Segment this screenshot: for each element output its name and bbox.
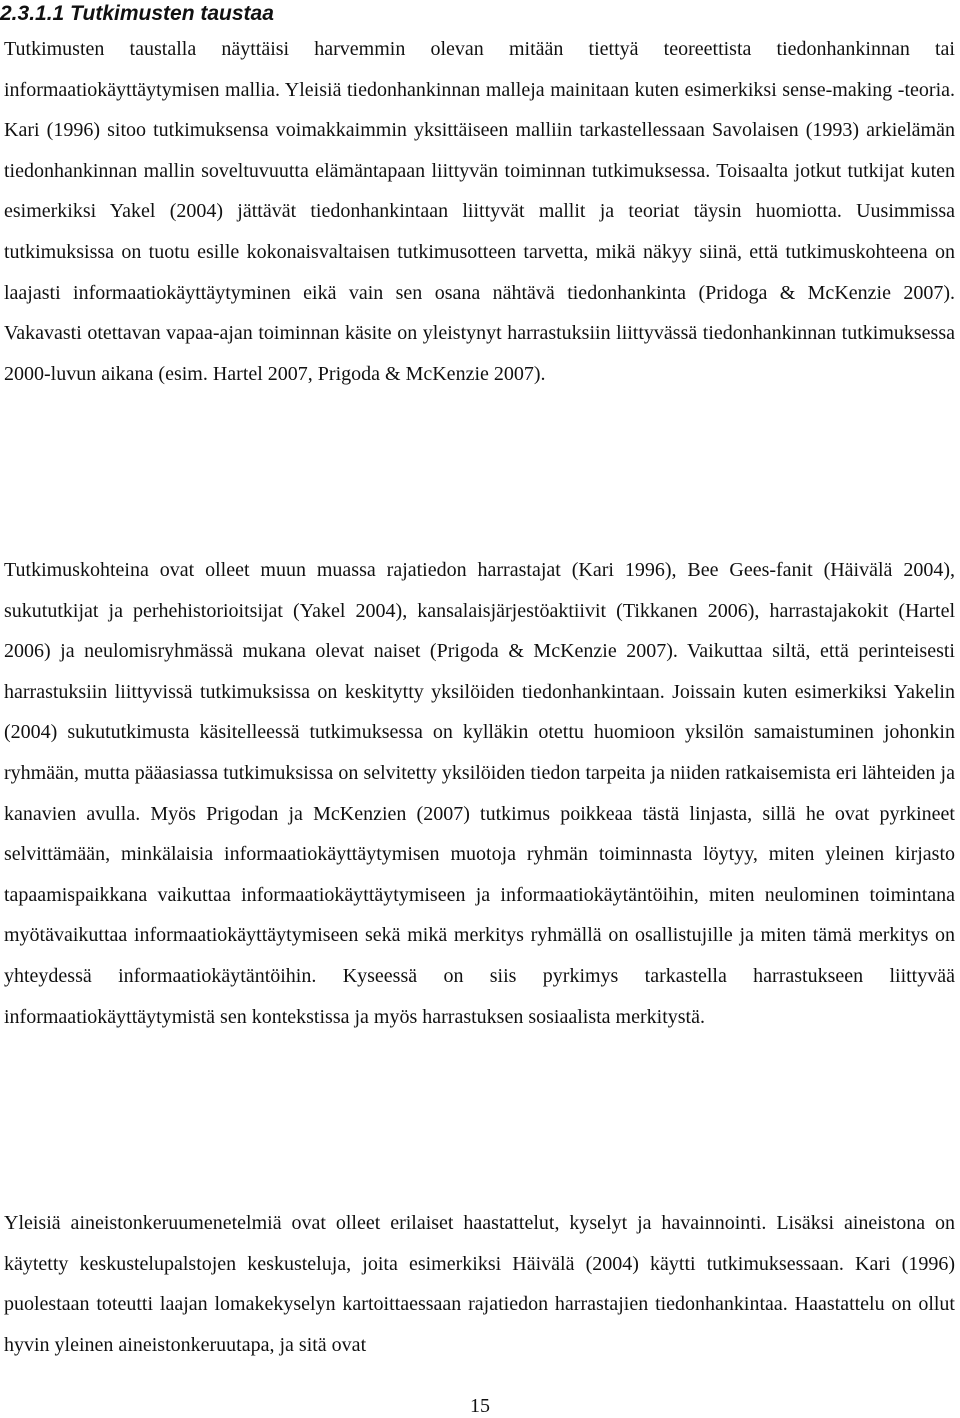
body-paragraph-3: Yleisiä aineistonkeruumenetelmiä ovat olleet erilaiset haastattelut, kyselyt ja havainnointi. Lisäksi aineistona on käytetty keskustelupalstojen keskusteluja, joita esimerkiksi Häivälä (2004) käytti tutkimuksessaan. Kari (1996) puolestaan toteutti laajan lomakekyselyn kartoittaessaan rajatiedon harrastajien tiedonhankintaa. Haastattelu on ollut hyvin yleinen aineistonkeruutapa, ja sitä ovat <box>4 1212 955 1356</box>
page-number: 15 <box>470 1395 490 1417</box>
section-heading: 2.3.1.1 Tutkimusten taustaa <box>0 2 274 25</box>
body-paragraph-1: Tutkimusten taustalla näyttäisi harvemmin olevan mitään tiettyä teoreettista tiedonhankinnan tai informaatiokäyttäytymisen mallia. Yleisiä tiedonhankinnan malleja mainitaan kuten esimerkiksi sense-making -teoria. Kari (1996) sitoo tutkimuksensa voimakkaimmin yksittäiseen malliin tarkastellessaan Savolaisen (1993) arkielämän tiedonhankinnan mallin soveltuvuutta elämäntapaan liittyvän toiminnan tutkimuksessa. Toisaalta jotkut tutkijat kuten esimerkiksi Yakel (2004) jättävät tiedonhankintaan liittyvät mallit ja teoriat täysin huomiotta. Uusimmissa tutkimuksissa on tuotu esille kokonaisvaltaisen tutkimusotteen tarvetta, mikä näkyy siinä, että tutkimuskohteena on laajasti informaatiokäyttäytyminen eikä vain sen osana nähtävä tiedonhankinta (Pridoga & McKenzie 2007). Vakavasti otettavan vapaa-ajan toiminnan käsite on yleistynyt harrastuksiin liittyvässä tiedonhankinnan tutkimuksessa 2000-luvun aikana (esim. Hartel 2007, Prigoda & McKenzie 2007). <box>4 38 955 385</box>
body-paragraph-2: Tutkimuskohteina ovat olleet muun muassa rajatiedon harrastajat (Kari 1996), Bee Gees-fanit (Häivälä 2004), sukututkijat ja perhehistorioitsijat (Yakel 2004), kansalaisjärjestöaktiivit (Tikkanen 2006), harrastajakokit (Hartel 2006) ja neulomisryhmässä mukana olevat naiset (Prigoda & McKenzie 2007). Vaikuttaa siltä, että perinteisesti harrastuksiin liittyvissä tutkimuksissa on keskitytty yksilöiden tiedonhankintaan. Joissain kuten esimerkiksi Yakelin (2004) sukututkimusta käsitelleessä tutkimuksessa on kylläkin otettu huomioon yksilön samaistuminen johonkin ryhmään, mutta pääasiassa tutkimuksissa on selvitetty yksilöiden tiedon tarpeita ja niiden ratkaisemista eri lähteiden ja kanavien avulla. Myös Prigodan ja McKenzien (2007) tutkimus poikkeaa tästä linjasta, sillä he ovat pyrkineet selvittämään, minkälaisia informaatiokäyttäytymisen muotoja ryhmän toiminnasta löytyy, miten yleinen kirjasto tapaamispaikkana vaikuttaa informaatiokäyttäytymiseen ja informaatiokäytäntöihin, miten neulominen toimintana myötävaikuttaa informaatiokäyttäytymiseen sekä mikä merkitys ryhmällä on osallistujille ja miten tämä merkitys on yhteydessä informaatiokäytäntöihin. Kyseessä on siis pyrkimys tarkastella harrastukseen liittyvää informaatiokäyttäytymistä sen kontekstissa ja myös harrastuksen sosiaalista merkitystä. <box>4 559 955 1028</box>
